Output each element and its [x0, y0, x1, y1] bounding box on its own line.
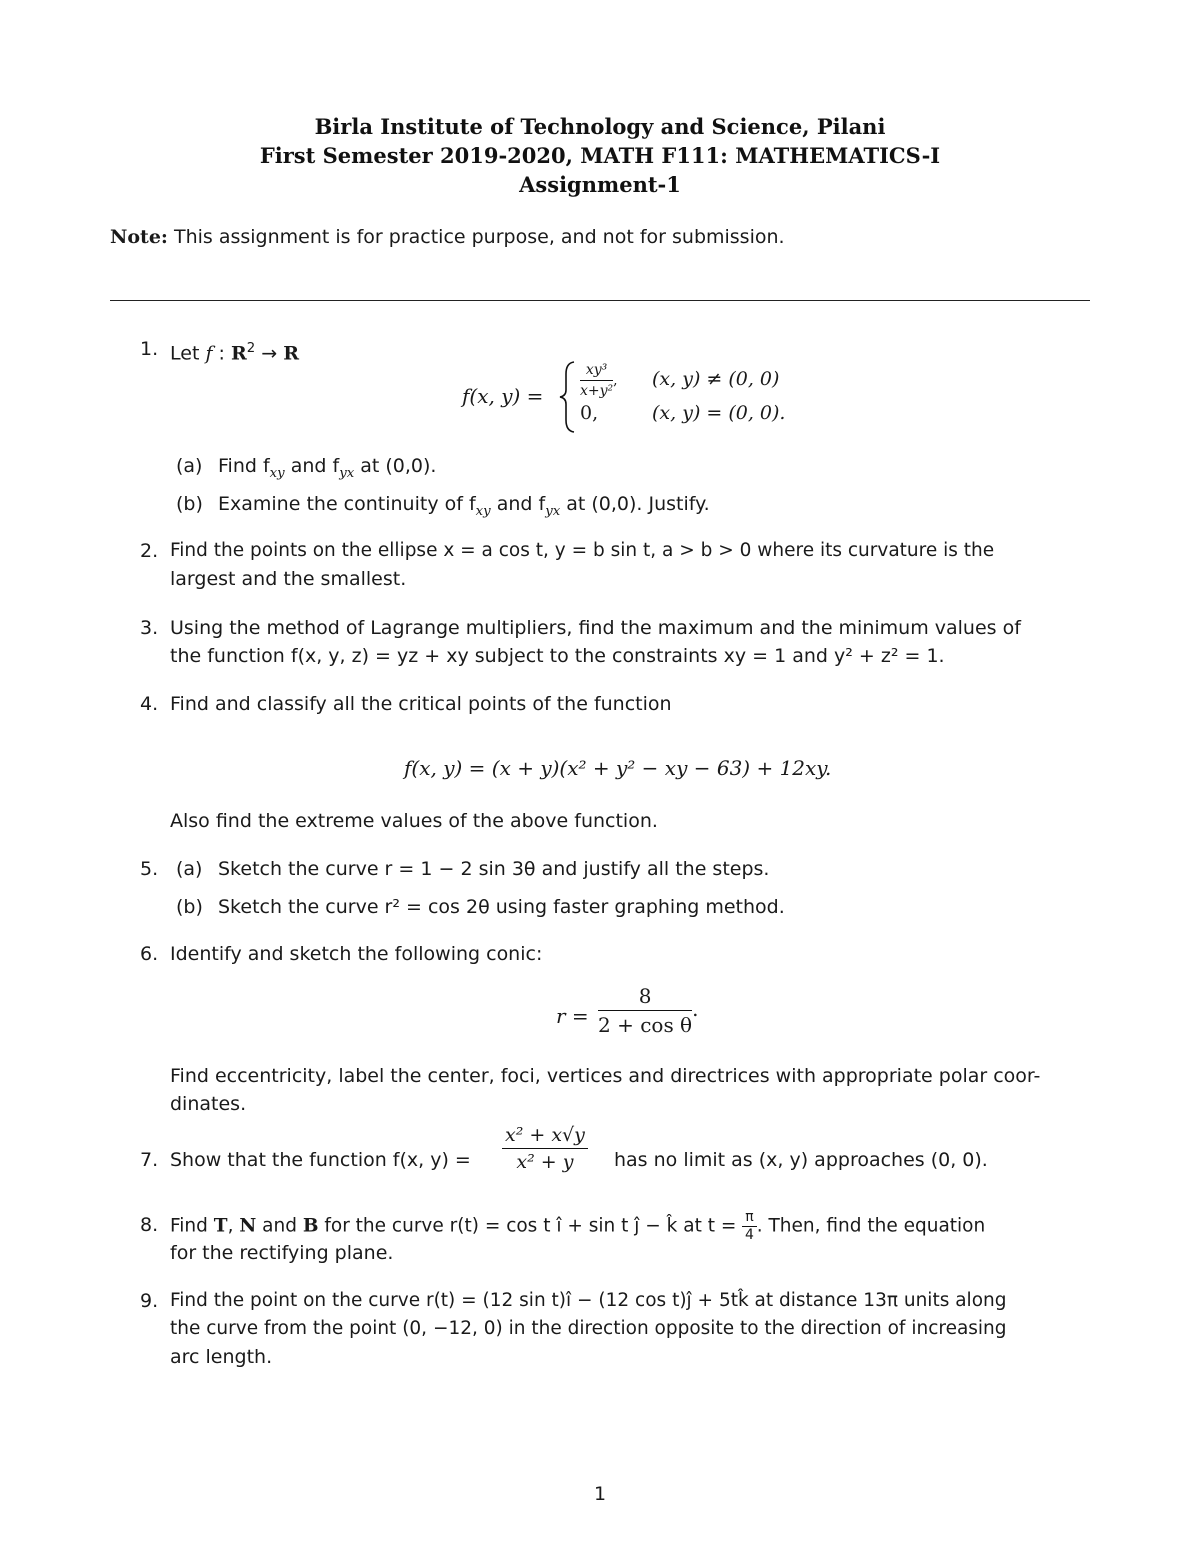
- q7-text-a: Show that the function f(x, y) =: [170, 1149, 471, 1171]
- q1-case2-condition: (x, y) = (0, 0).: [652, 402, 786, 424]
- q2-line2: largest and the smallest.: [170, 568, 407, 590]
- q3-line1: Using the method of Lagrange multipliers, find the maximum and the minimum values of: [170, 617, 1021, 639]
- q1a-text: Find $f_{xy}$ and $f_{yx}$ at (0,0).: [218, 455, 437, 481]
- q5-number: 5.: [140, 858, 159, 880]
- document-header: [110, 112, 1090, 199]
- q6-eq-lhs: r =: [556, 1004, 589, 1028]
- page-number: 1: [593, 1483, 607, 1505]
- q6-line3: dinates.: [170, 1093, 247, 1115]
- q3-line2: the function f(x, y, z) = yz + xy subject to the constraints xy = 1 and y² + z² = 1.: [170, 645, 945, 667]
- q2-number: 2.: [140, 540, 159, 562]
- assignment-title: Assignment-1: [519, 172, 681, 197]
- q1-intro: Let f : $R^2 \to R$: [170, 341, 300, 365]
- q7-number: 7.: [140, 1149, 159, 1171]
- q8-number: 8.: [140, 1214, 159, 1236]
- q6-line1: Identify and sketch the following conic:: [170, 943, 543, 965]
- q7-text-b: has no limit as (x, y) approaches (0, 0).: [614, 1149, 988, 1171]
- q1b-label: (b): [176, 493, 203, 515]
- q8-line1: Find T, N and B for the curve r(t) = cos t î + sin t ĵ − k̂ at t = $\frac{\pi}{4}$ . Then, find the equation: [170, 1209, 986, 1243]
- q3-number: 3.: [140, 617, 159, 639]
- q9-number: 9.: [140, 1290, 159, 1312]
- q4-equation: f(x, y) = (x + y)(x² + y² − xy − 63) + 12xy.: [404, 756, 832, 780]
- q4-line2: Also find the extreme values of the above function.: [170, 810, 658, 832]
- q1-case2-value: 0,: [580, 402, 599, 424]
- q6-fraction: $\frac{8}{\text{2 + cos θ}}$ .: [598, 984, 699, 1037]
- q1a-label: (a): [176, 455, 203, 477]
- q4-line1: Find and classify all the critical points of the function: [170, 693, 672, 715]
- q9-line1: Find the point on the curve r(t) = (12 sin t)î − (12 cos t)ĵ + 5tk̂ at distance 13π units along: [170, 1290, 1007, 1311]
- institute-name: Birla Institute of Technology and Science, Pilani: [314, 114, 886, 139]
- q4-number: 4.: [140, 693, 159, 715]
- q1-case1-fraction: $\frac{\text{xy³}}{\text{x+y²}}$ ,: [580, 362, 618, 399]
- course-title: First Semester 2019-2020, MATH F111: MATHEMATICS-I: [259, 143, 941, 168]
- q5a-label: (a): [176, 858, 203, 880]
- q8-line2: for the rectifying plane.: [170, 1242, 394, 1264]
- q1-brace: [558, 360, 578, 434]
- q1-case1-condition: (x, y) ≠ (0, 0): [652, 368, 780, 390]
- note-label: Note:: [110, 226, 168, 248]
- q6-line2: Find eccentricity, label the center, foci, vertices and directrices with appropriate polar coor-: [170, 1065, 1041, 1087]
- q2-line1: Find the points on the ellipse x = a cos t, y = b sin t, a > b > 0 where its curvature is the: [170, 540, 995, 561]
- divider-line: [110, 300, 1090, 301]
- note-text: This assignment is for practice purpose, and not for submission.: [167, 226, 785, 248]
- q9-line3: arc length.: [170, 1346, 273, 1368]
- q1b-text: Examine the continuity of $f_{xy}$ and $f_{yx}$ at (0,0). Justify.: [218, 493, 710, 519]
- note: [110, 226, 785, 248]
- q1-number: 1.: [140, 338, 159, 360]
- q1-eq-lhs: f(x, y) =: [462, 384, 544, 408]
- q5b-label: (b): [176, 896, 203, 918]
- q5b-text: Sketch the curve r² = cos 2θ using faster graphing method.: [218, 896, 785, 918]
- q6-number: 6.: [140, 943, 159, 965]
- q5a-text: Sketch the curve r = 1 − 2 sin 3θ and justify all the steps.: [218, 858, 770, 880]
- q7-fraction: $\frac{\text{x² + x√y}}{\text{x² + y}}$: [502, 1124, 588, 1173]
- q9-line2: the curve from the point (0, −12, 0) in the direction opposite to the direction of increasing: [170, 1318, 1007, 1339]
